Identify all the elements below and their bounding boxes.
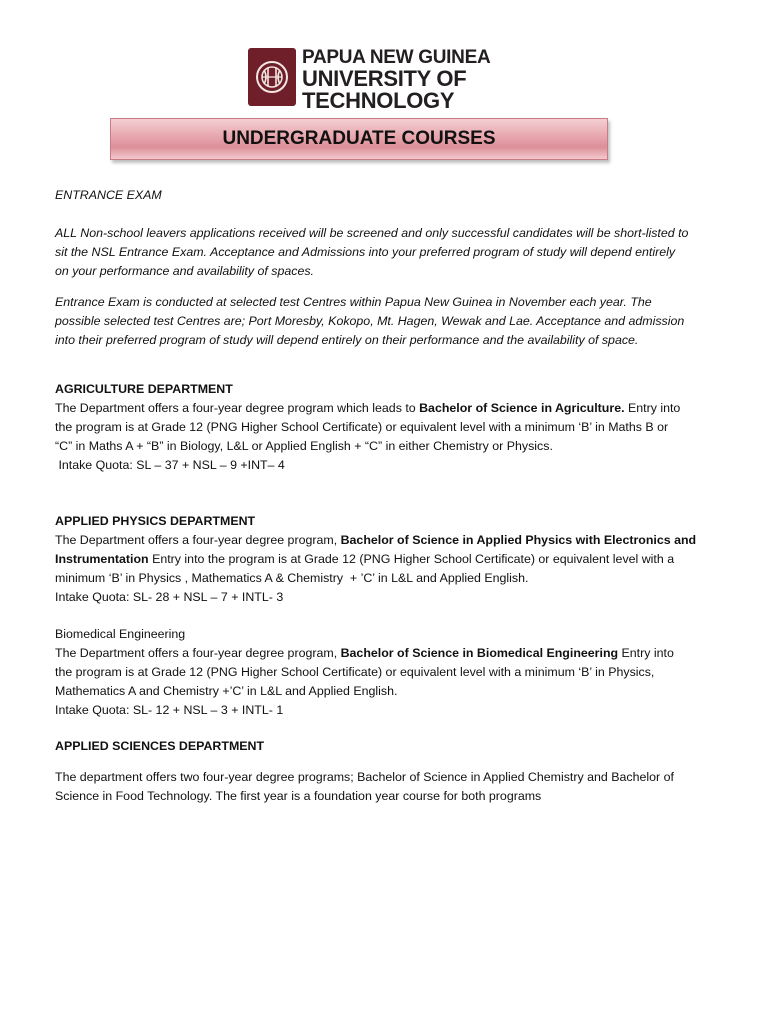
entrance-paragraph-2 bbox=[55, 293, 715, 350]
logo-line-3: TECHNOLOGY bbox=[302, 88, 455, 113]
text-line: The department offers two four-year degree programs; Bachelor of Science in Applied Chemistry and Bachelor of bbox=[55, 770, 674, 784]
text-line: the program is at Grade 12 (PNG Higher School Certificate) or equivalent level with a minimum ‘B’ in Physics, bbox=[55, 665, 655, 679]
text-run: The Department offers a four-year degree program, bbox=[55, 533, 341, 547]
applied-sciences-heading: APPLIED SCIENCES DEPARTMENT bbox=[55, 739, 265, 753]
text-line: Science in Food Technology. The first year is a foundation year course for both programs bbox=[55, 789, 542, 803]
degree-name: Bachelor of Science in Applied Physics with Electronics and bbox=[340, 533, 697, 547]
applied-physics-heading: APPLIED PHYSICS DEPARTMENT bbox=[55, 514, 256, 528]
agriculture-section bbox=[55, 380, 715, 475]
text-line bbox=[55, 644, 715, 663]
title-banner bbox=[110, 118, 608, 160]
emblem-icon bbox=[248, 48, 296, 106]
text-run: The Department offers a four-year degree program which leads to bbox=[55, 401, 420, 415]
applied-sciences-paragraph bbox=[55, 768, 715, 806]
entrance-heading: ENTRANCE EXAM bbox=[55, 188, 162, 202]
text-line: possible selected test Centres are; Port Moresby, Kokopo, Mt. Hagen, Wewak and Lae. Acceptance and admission bbox=[55, 314, 685, 328]
text-line: the program is at Grade 12 (PNG Higher School Certificate) or equivalent level with a minimum ‘B’ in Maths B or bbox=[55, 420, 669, 434]
agriculture-heading: AGRICULTURE DEPARTMENT bbox=[55, 382, 233, 396]
text-line: into their preferred program of study will depend entirely on their performance and the availability of space. bbox=[55, 333, 639, 347]
text-run: Entry into bbox=[618, 646, 674, 660]
logo-line-2: UNIVERSITY OF bbox=[302, 66, 467, 91]
degree-name-cont: Instrumentation bbox=[55, 552, 149, 566]
applied-physics-section bbox=[55, 512, 715, 607]
text-line: minimum ‘B’ in Physics , Mathematics A & Chemistry + ’C’ in L&L and Applied English. bbox=[55, 571, 529, 585]
text-line bbox=[55, 531, 715, 550]
university-logo bbox=[248, 46, 498, 113]
logo-line-1: PAPUA NEW GUINEA bbox=[302, 47, 491, 68]
text-run: Entry into bbox=[624, 401, 681, 415]
text-run: The Department offers a four-year degree program, bbox=[55, 646, 341, 660]
degree-name: Bachelor of Science in Biomedical Engineering bbox=[340, 646, 619, 660]
entrance-section bbox=[55, 186, 715, 205]
text-line: “C” in Maths A + “B” in Biology, L&L or Applied English + “C” in either Chemistry or Physics. bbox=[55, 439, 553, 453]
text-run: Entry into the program is at Grade 12 (PNG Higher School Certificate) or equivalent level with a bbox=[148, 552, 675, 566]
page-title: UNDERGRADUATE COURSES bbox=[222, 128, 496, 149]
logo-wordmark bbox=[302, 46, 490, 112]
applied-sciences-section bbox=[55, 737, 715, 756]
text-line: ALL Non-school leavers applications received will be screened and only successful candidates will be short-listed to bbox=[55, 226, 689, 240]
biomedical-section bbox=[55, 625, 715, 720]
text-line: Mathematics A and Chemistry +’C’ in L&L and Applied English. bbox=[55, 684, 398, 698]
biomedical-heading: Biomedical Engineering bbox=[55, 627, 186, 641]
intake-quota: Intake Quota: SL- 12 + NSL – 3 + INTL- 1 bbox=[55, 703, 284, 717]
text-line: on your performance and availability of spaces. bbox=[55, 264, 314, 278]
entrance-paragraph-1 bbox=[55, 224, 715, 281]
text-line: sit the NSL Entrance Exam. Acceptance and Admissions into your preferred program of study will depend entirely bbox=[55, 245, 676, 259]
degree-name: Bachelor of Science in Agriculture. bbox=[419, 401, 625, 415]
text-line: Entrance Exam is conducted at selected test Centres within Papua New Guinea in November each year. The bbox=[55, 295, 652, 309]
intake-quota: Intake Quota: SL- 28 + NSL – 7 + INTL- 3 bbox=[55, 590, 284, 604]
intake-quota: Intake Quota: SL – 37 + NSL – 9 +INT– 4 bbox=[55, 458, 285, 472]
text-line bbox=[55, 550, 715, 569]
text-line bbox=[55, 399, 715, 418]
